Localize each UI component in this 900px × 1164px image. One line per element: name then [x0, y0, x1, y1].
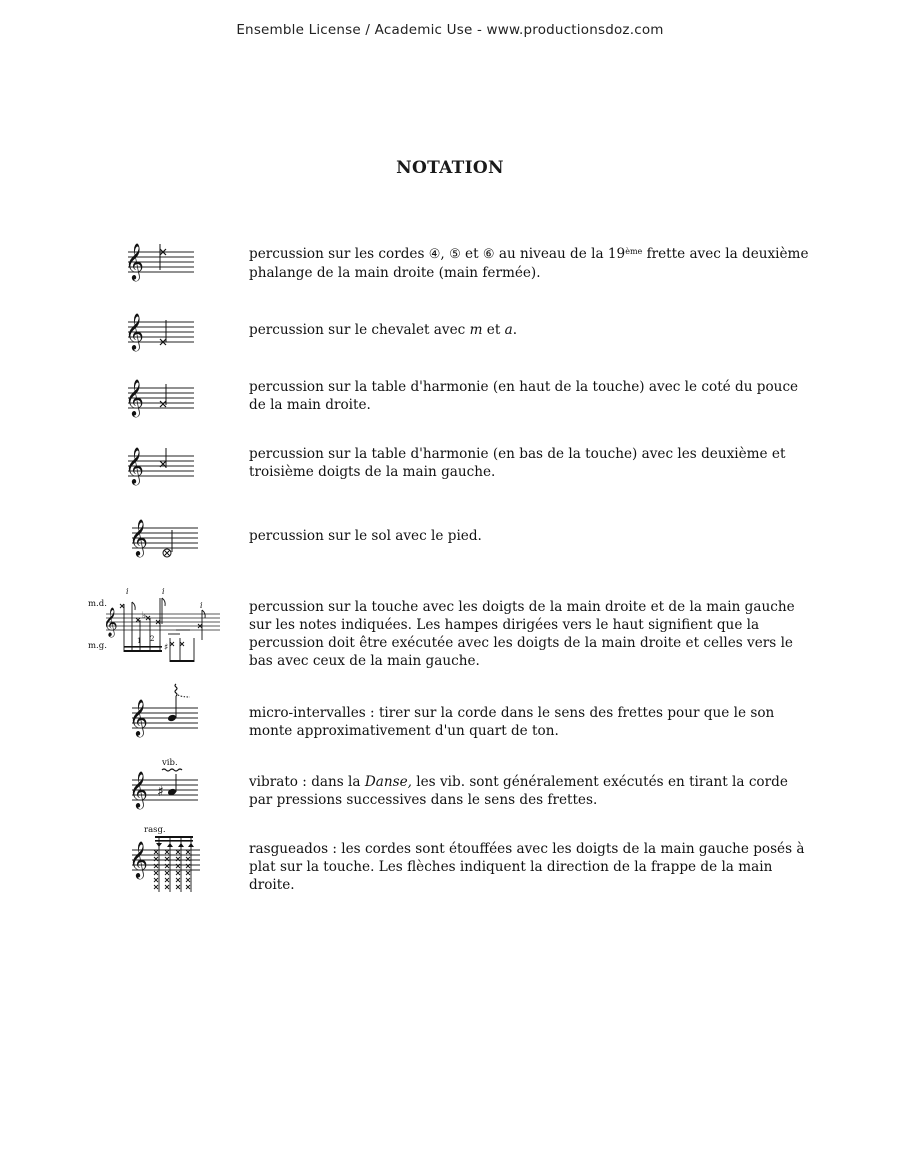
- page-title: NOTATION: [396, 158, 504, 178]
- treble-clef-icon: 𝄞: [129, 698, 148, 736]
- description-percussion-strings: percussion sur les cordes ④, ⑤ et ⑥ au niveau de la 19ème frette avec la deuxième phalange de la main droite (main fermée).: [249, 246, 809, 281]
- svg-text:♯: ♯: [164, 643, 169, 653]
- finger-i: i: [162, 587, 165, 596]
- example-vibrato: [122, 756, 202, 812]
- example-percussion-strings: [118, 238, 198, 286]
- arrow-up-icon: [167, 843, 173, 847]
- treble-clef-icon: 𝄞: [103, 607, 118, 636]
- arrow-up-icon: [178, 843, 184, 847]
- treble-clef-icon: 𝄞: [125, 378, 144, 416]
- treble-clef-icon: 𝄞: [129, 770, 148, 808]
- notehead: [167, 714, 177, 723]
- staff: [106, 614, 220, 630]
- finger-i: i: [200, 601, 203, 610]
- description-percussion-fingerboard: percussion sur la touche avec les doigts de la main droite et de la main gauche sur les notes indiquées. Les hampes dirigées vers le haut signifient que la percussion doit être exécutée avec les doigts de la main droite et celles vers le bas avec ceux de la main gauche.: [249, 599, 795, 669]
- treble-clef-icon: 𝄞: [129, 518, 148, 556]
- label-left-hand: m.g.: [88, 641, 107, 651]
- vib-label: vib.: [162, 758, 178, 768]
- description-micro-intervals: micro-intervalles : tirer sur la corde dans le sens des frettes pour que le son monte approximativement d'un quart de ton.: [249, 705, 775, 739]
- finger-i: i: [126, 587, 129, 596]
- treble-clef-icon: 𝄞: [125, 312, 144, 350]
- example-percussion-soundboard-top: [118, 374, 198, 422]
- description-percussion-soundboard-bottom: percussion sur la table d'harmonie (en bas de la touche) avec les deuxième et troisième doigts de la main gauche.: [249, 446, 786, 480]
- treble-clef-icon: 𝄞: [129, 840, 148, 878]
- bend-wavy-line-icon: [175, 684, 177, 696]
- beam: [155, 840, 193, 842]
- beam: [155, 836, 193, 838]
- label-right-hand: m.d.: [88, 599, 107, 609]
- example-percussion-floor: [122, 518, 202, 562]
- vibrato-wavy-line-icon: [162, 769, 182, 771]
- description-vibrato: vibrato : dans la Danse, les vib. sont généralement exécutés en tirant la corde par pressions successives dans le sens des frettes.: [249, 774, 788, 808]
- example-micro-intervals: [122, 682, 202, 742]
- sharp-icon: ♯: [157, 784, 164, 800]
- example-percussion-bridge: [118, 308, 198, 356]
- description-percussion-soundboard-top: percussion sur la table d'harmonie (en haut de la touche) avec le coté du pouce de la main droite.: [249, 379, 799, 413]
- treble-clef-icon: 𝄞: [125, 242, 144, 280]
- treble-clef-icon: 𝄞: [125, 446, 144, 484]
- arrow-up-icon: [188, 843, 194, 847]
- description-percussion-floor: percussion sur le sol avec le pied.: [249, 528, 482, 544]
- example-rasgueados: [124, 822, 204, 898]
- example-percussion-fingerboard: [84, 584, 224, 666]
- license-header: Ensemble License / Academic Use - www.productionsdoz.com: [236, 22, 664, 38]
- x-notehead: [160, 401, 166, 407]
- description-percussion-bridge: percussion sur le chevalet avec m et a.: [249, 322, 518, 338]
- svg-text:♭: ♭: [142, 611, 147, 621]
- fingering-number: 1: [137, 637, 142, 645]
- example-percussion-soundboard-bottom: [118, 442, 198, 490]
- arrow-down-icon: [156, 843, 162, 847]
- description-rasgueados: rasgueados : les cordes sont étouffées avec les doigts de la main gauche posés à plat sur la touche. Les flèches indiquent la direction de la frappe de la main droite.: [249, 841, 805, 893]
- fingering-number: 2: [150, 635, 155, 643]
- rasg-label: rasg.: [144, 825, 166, 835]
